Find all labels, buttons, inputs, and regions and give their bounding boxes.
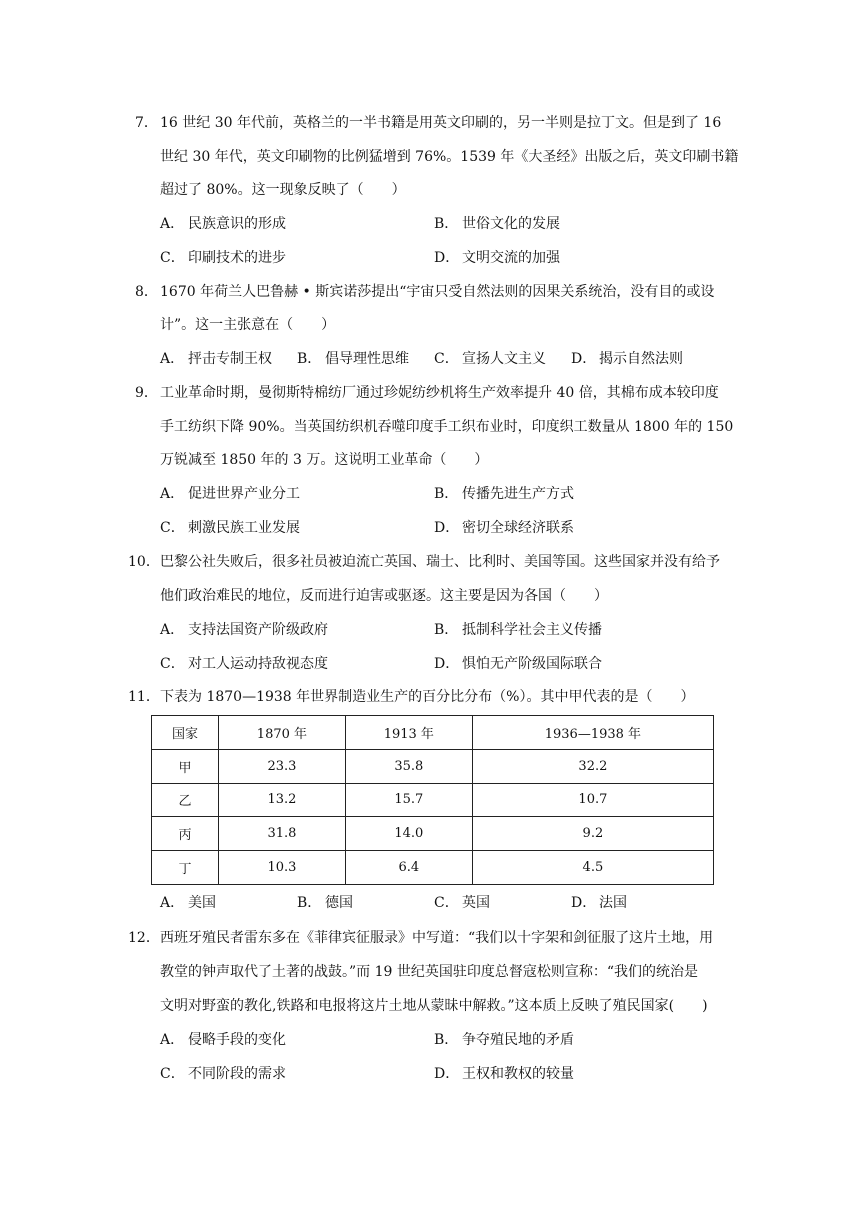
option-a[interactable]: A． 抨击专制王权 (160, 351, 272, 367)
option-b[interactable]: B． 抵制科学社会主义传播 (434, 622, 602, 638)
option-a[interactable]: A． 侵略手段的变化 (160, 1032, 286, 1048)
option-d[interactable]: D． 密切全球经济联系 (434, 520, 574, 536)
table-cell: 14.0 (345, 817, 472, 851)
question-text-line: 手工纺织下降 90%。当英国纺织机吞噬印度手工织布业时，印度织工数量从 1800 年的 150 (160, 419, 734, 435)
question-text-line: 1670 年荷兰人巴鲁赫 • 斯宾诺莎提出“宇宙只受自然法则的因果关系统治，没有目的或设 (160, 284, 715, 300)
option-b[interactable]: B． 传播先进生产方式 (434, 486, 574, 502)
option-d[interactable]: D． 文明交流的加强 (434, 250, 560, 266)
option-a[interactable]: A． 促进世界产业分工 (160, 486, 300, 502)
question-number: 8． (135, 284, 158, 300)
option-b[interactable]: B． 争夺殖民地的矛盾 (434, 1032, 574, 1048)
question-text-line: 万锐减至 1850 年的 3 万。这说明工业革命（ ） (160, 452, 489, 468)
question-text-line: 下表为 1870—1938 年世界制造业生产的百分比分布（%）。其中甲代表的是（ ） (160, 689, 695, 705)
option-a[interactable]: A． 民族意识的形成 (160, 216, 286, 232)
question-text-line: 巴黎公社失败后，很多社员被迫流亡英国、瑞士、比利时、美国等国。这些国家并没有给予 (160, 554, 720, 570)
table-header-cell: 1913 年 (345, 716, 472, 750)
option-d[interactable]: D． 法国 (571, 895, 627, 911)
table-cell: 15.7 (345, 783, 472, 817)
table-header-cell: 1870 年 (218, 716, 345, 750)
option-b[interactable]: B． 世俗文化的发展 (434, 216, 560, 232)
option-c[interactable]: C． 对工人运动持敌视态度 (160, 656, 328, 672)
option-d[interactable]: D． 王权和教权的较量 (434, 1066, 574, 1082)
question-text-line: 西班牙殖民者雷东多在《菲律宾征服录》中写道：“我们以十字架和剑征服了这片土地，用 (160, 930, 714, 946)
question-text-line: 超过了 80%。这一现象反映了（ ） (160, 182, 406, 198)
table-row (152, 783, 714, 817)
option-d[interactable]: D． 惧怕无产阶级国际联合 (434, 656, 602, 672)
table-row (152, 817, 714, 851)
table-cell: 31.8 (218, 817, 345, 851)
table-row (152, 749, 714, 783)
option-c[interactable]: C． 宣扬人文主义 (434, 351, 546, 367)
question-text-line: 计”。这一主张意在（ ） (160, 317, 336, 333)
question-number: 11． (128, 689, 160, 705)
table-header-cell: 国家 (152, 716, 219, 750)
option-b[interactable]: B． 德国 (297, 895, 353, 911)
option-a[interactable]: A． 美国 (160, 895, 216, 911)
table-cell: 4.5 (472, 851, 713, 885)
table-cell: 10.3 (218, 851, 345, 885)
table-cell: 32.2 (472, 749, 713, 783)
table-cell: 丁 (152, 851, 219, 885)
option-d[interactable]: D． 揭示自然法则 (571, 351, 683, 367)
table-cell: 23.3 (218, 749, 345, 783)
table-cell: 丙 (152, 817, 219, 851)
table-row (152, 851, 714, 885)
table-cell: 6.4 (345, 851, 472, 885)
option-a[interactable]: A． 支持法国资产阶级政府 (160, 622, 328, 638)
question-number: 10． (128, 554, 160, 570)
table-cell: 13.2 (218, 783, 345, 817)
question-number: 9． (135, 385, 158, 401)
option-c[interactable]: C． 英国 (434, 895, 490, 911)
table-header-cell: 1936—1938 年 (472, 716, 713, 750)
option-b[interactable]: B． 倡导理性思维 (297, 351, 409, 367)
option-c[interactable]: C． 不同阶段的需求 (160, 1066, 286, 1082)
manufacturing-share-table (151, 715, 714, 885)
table-cell: 甲 (152, 749, 219, 783)
question-text-line: 世纪 30 年代，英文印刷物的比例猛增到 76%。1539 年《大圣经》出版之后，英文印刷书籍 (160, 149, 739, 165)
table-cell: 10.7 (472, 783, 713, 817)
question-text-line: 他们政治难民的地位，反而进行迫害或驱逐。这主要是因为各国（ ） (160, 588, 608, 604)
table-cell: 35.8 (345, 749, 472, 783)
table-header-row (152, 716, 714, 750)
option-c[interactable]: C． 刺激民族工业发展 (160, 520, 300, 536)
question-text-line: 文明对野蛮的教化,铁路和电报将这片土地从蒙昧中解救。”这本质上反映了殖民国家( ) (160, 998, 708, 1014)
option-c[interactable]: C． 印刷技术的进步 (160, 250, 286, 266)
question-text-line: 工业革命时期，曼彻斯特棉纺厂通过珍妮纺纱机将生产效率提升 40 倍，其棉布成本较印度 (160, 385, 719, 401)
question-text-line: 16 世纪 30 年代前，英格兰的一半书籍是用英文印刷的，另一半则是拉丁文。但是到了 16 (160, 115, 722, 131)
question-text-line: 教堂的钟声取代了土著的战鼓。”而 19 世纪英国驻印度总督寇松则宣称：“我们的统治是 (160, 964, 699, 980)
table-cell: 9.2 (472, 817, 713, 851)
table-cell: 乙 (152, 783, 219, 817)
question-number: 12． (128, 930, 160, 946)
question-number: 7． (135, 115, 158, 131)
